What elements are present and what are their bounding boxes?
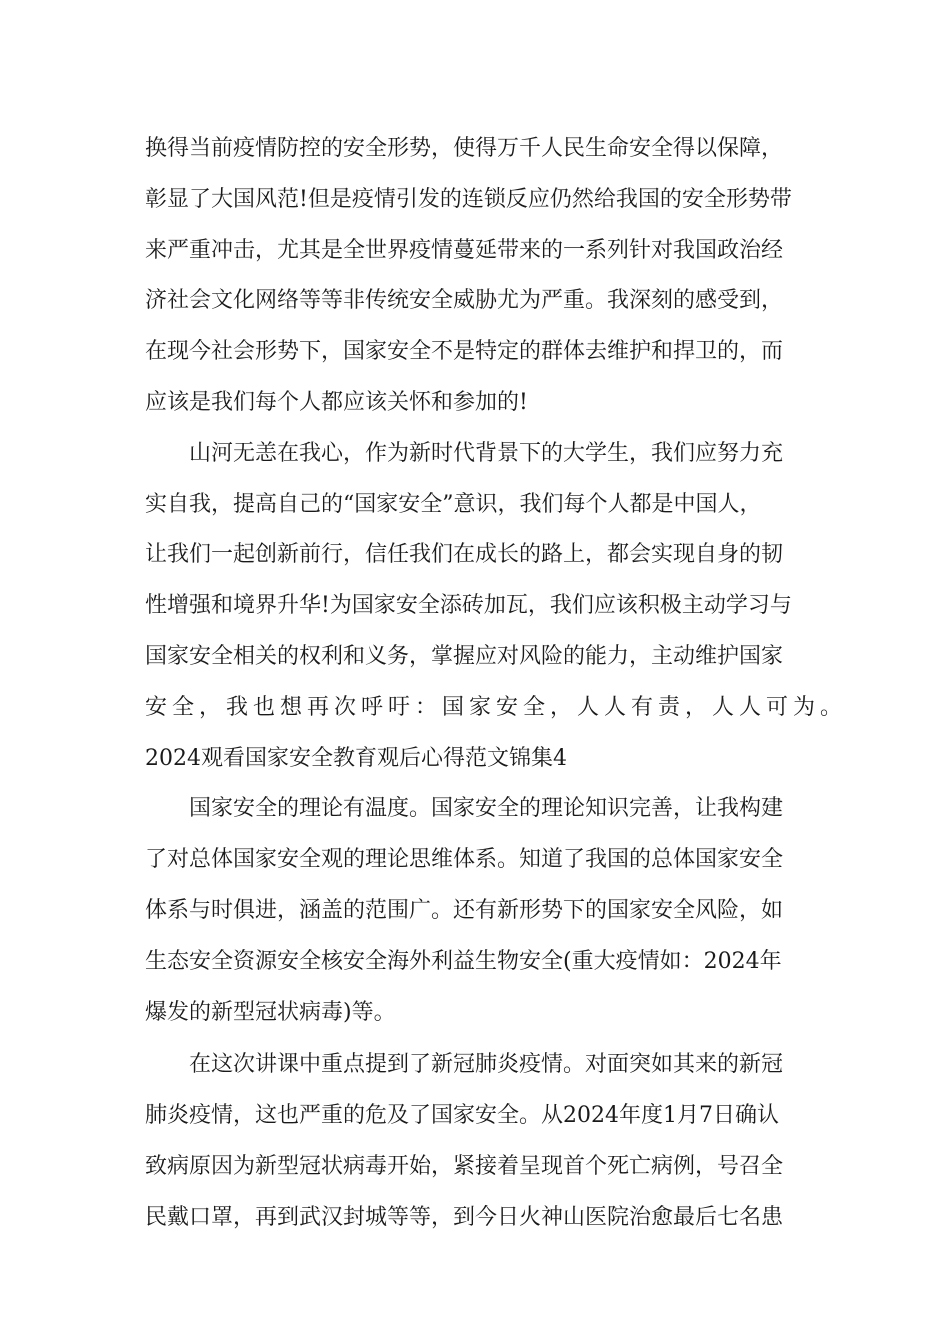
text-line: 让我们一起创新前行，信任我们在成长的路上，都会实现自身的韧 <box>145 542 784 568</box>
text-line: 国家安全相关的权利和义务，掌握应对风险的能力，主动维护国家 <box>145 643 784 669</box>
text-line: 肺炎疫情，这也严重的危及了国家安全。从2024年度1月7日确认 <box>145 1103 779 1129</box>
text-line-first <box>145 784 805 835</box>
text-line: 性增强和境界升华!为国家安全添砖加瓦，我们应该积极主动学习与 <box>145 593 792 619</box>
heading-text: 2024观看国家安全教育观后心得范文锦集4 <box>145 745 567 771</box>
text-line: 来严重冲击，尤其是全世界疫情蔓延带来的一系列针对我国政治经 <box>145 237 784 263</box>
text-line: 致病原因为新型冠状病毒开始，紧接着呈现首个死亡病例，号召全 <box>145 1153 784 1179</box>
text-line: 济社会文化网络等等非传统安全威胁尤为严重。我深刻的感受到， <box>145 288 784 314</box>
text-line-first <box>145 1040 805 1091</box>
paragraph-4 <box>145 1040 805 1243</box>
paragraph-3 <box>145 784 805 1038</box>
text-line: 爆发的新型冠状病毒)等。 <box>145 999 396 1025</box>
text-line: 彰显了大国风范!但是疫情引发的连锁反应仍然给我国的安全形势带 <box>145 186 792 212</box>
text-line: 换得当前疫情防控的安全形势，使得万千人民生命安全得以保障， <box>145 136 784 161</box>
text-line: 实自我，提高自己的“国家安全”意识，我们每个人都是中国人， <box>145 491 762 517</box>
text-line-content: 在这次讲课中重点提到了新冠肺炎疫情。对面突如其来的新冠 <box>189 1052 784 1078</box>
text-line: 应该是我们每个人都应该关怀和参加的! <box>145 389 528 415</box>
paragraph-1 <box>145 124 805 429</box>
text-line-first <box>145 429 805 480</box>
paragraph-2 <box>145 429 848 734</box>
text-line: 体系与时俱进，涵盖的范围广。还有新形势下的国家安全风险，如 <box>145 897 784 923</box>
text-line: 安全，我也想再次呼吁：国家安全，人人有责，人人可为。 <box>145 694 848 720</box>
text-line-content: 国家安全的理论有温度。国家安全的理论知识完善，让我构建 <box>189 796 784 822</box>
text-line: 生态安全资源安全核安全海外利益生物安全(重大疫情如：2024年 <box>145 948 782 974</box>
text-line: 了对总体国家安全观的理论思维体系。知道了我国的总体国家安全 <box>145 847 784 873</box>
section-heading <box>145 734 805 785</box>
text-line: 在现今社会形势下，国家安全不是特定的群体去维护和捍卫的，而 <box>145 339 784 365</box>
document-page <box>145 124 848 1244</box>
text-line-content: 山河无恙在我心，作为新时代背景下的大学生，我们应努力充 <box>189 440 784 466</box>
text-line: 民戴口罩，再到武汉封城等等，到今日火神山医院治愈最后七名患 <box>145 1204 784 1230</box>
